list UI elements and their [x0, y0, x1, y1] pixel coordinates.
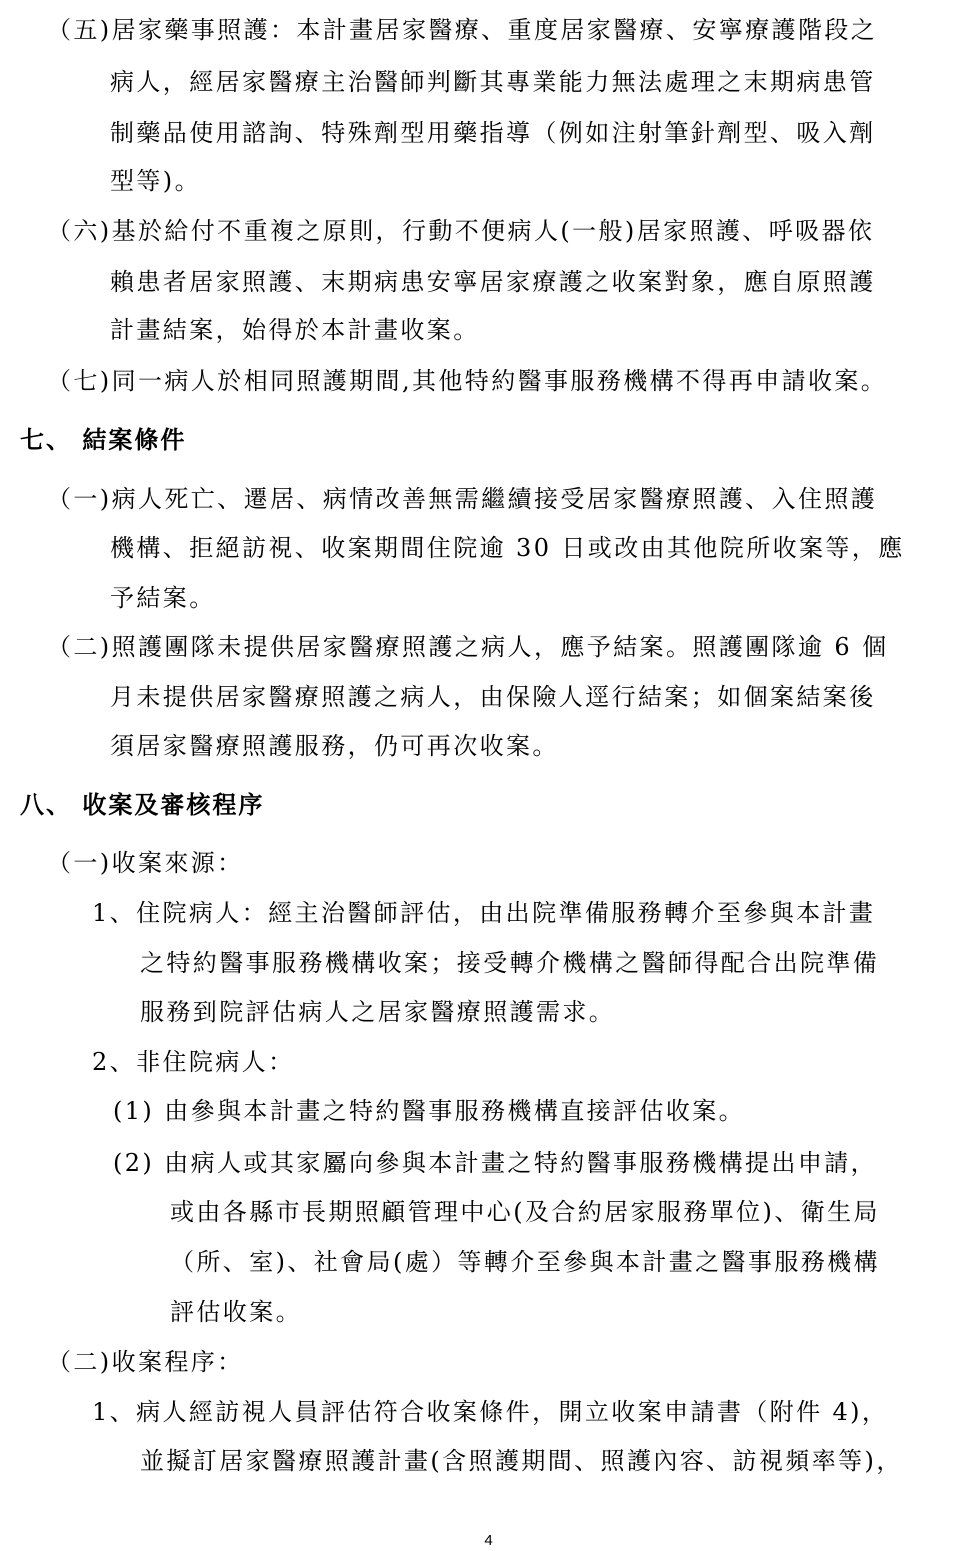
- procedure-1-line-2: 並擬訂居家醫療照護計畫(含照護期間、照護內容、訪視頻率等)，: [140, 1447, 903, 1475]
- item-6-line-1: （六)基於給付不重複之原則，行動不便病人(一般)居家照護、呼吸器依: [47, 217, 875, 245]
- item-6-line-2: 賴患者居家照護、末期病患安寧居家療護之收案對象，應自原照護: [110, 268, 876, 296]
- item-5-line-2: 病人，經居家醫療主治醫師判斷其專業能力無法處理之末期病患管: [110, 68, 876, 96]
- page-number: 4: [484, 1532, 493, 1549]
- source-1-line-1: 1、住院病人：經主治醫師評估，由出院準備服務轉介至參與本計畫: [92, 899, 876, 927]
- closure-2-line-2: 月未提供居家醫療照護之病人，由保險人逕行結案；如個案結案後: [110, 683, 876, 711]
- source-2-2-line-2: 或由各縣市長期照顧管理中心(及合約居家服務單位)、衛生局: [170, 1198, 880, 1226]
- item-6-line-3: 計畫結案，始得於本計畫收案。: [110, 316, 480, 344]
- section-8-heading: 八、 收案及審核程序: [20, 791, 265, 819]
- item-7-line-1: （七)同一病人於相同照護期間,其他特約醫事服務機構不得再申請收案。: [47, 367, 888, 395]
- source-2-2-line-3: （所、室)、社會局(處）等轉介至參與本計畫之醫事服務機構: [170, 1248, 880, 1276]
- source-2-2-line-4: 評估收案。: [170, 1298, 302, 1326]
- source-2-title: 2、非住院病人：: [92, 1048, 295, 1076]
- closure-1-line-2: 機構、拒絕訪視、收案期間住院逾 30 日或改由其他院所收案等，應: [110, 534, 905, 562]
- item-5-line-3: 制藥品使用諮詢、特殊劑型用藥指導（例如注射筆針劑型、吸入劑: [110, 119, 876, 147]
- source-1-line-2: 之特約醫事服務機構收案；接受轉介機構之醫師得配合出院準備: [140, 949, 880, 977]
- source-2-2-line-1: (2) 由病人或其家屬向參與本計畫之特約醫事服務機構提出申請，: [113, 1149, 878, 1177]
- procedure-1-line-1: 1、病人經訪視人員評估符合收案條件，開立收案申請書（附件 4)，: [92, 1398, 889, 1426]
- source-2-1-line-1: (1) 由參與本計畫之特約醫事服務機構直接評估收案。: [113, 1097, 746, 1125]
- closure-2-line-1: （二)照護團隊未提供居家醫療照護之病人，應予結案。照護團隊逾 6 個: [47, 633, 889, 661]
- source-1-line-3: 服務到院評估病人之居家醫療照護需求。: [140, 998, 616, 1026]
- section-7-heading: 七、 結案條件: [20, 426, 187, 454]
- item-5-line-4: 型等)。: [110, 167, 201, 195]
- item-5-line-1: （五)居家藥事照護：本計畫居家醫療、重度居家醫療、安寧療護階段之: [47, 16, 878, 44]
- closure-1-line-3: 予結案。: [110, 584, 216, 612]
- closure-1-line-1: （一)病人死亡、遷居、病情改善無需繼續接受居家醫療照護、入住照護: [47, 485, 878, 513]
- source-title: （一)收案來源：: [47, 849, 244, 877]
- procedure-title: （二)收案程序：: [47, 1348, 244, 1376]
- closure-2-line-3: 須居家醫療照護服務，仍可再次收案。: [110, 732, 559, 760]
